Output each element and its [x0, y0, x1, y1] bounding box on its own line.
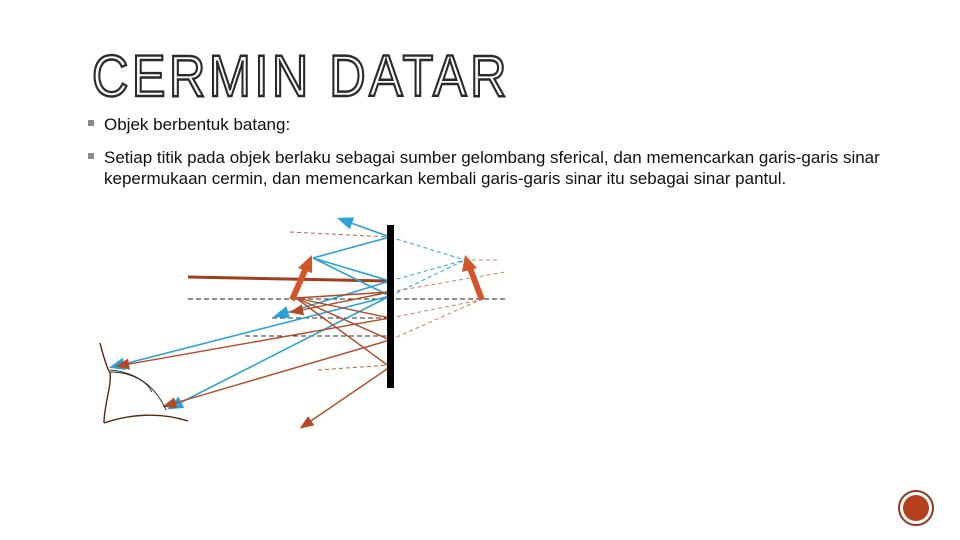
bullet-text-1: Objek berbentuk batang:	[104, 115, 291, 134]
bullet-item	[88, 147, 888, 189]
bullet-square-icon	[88, 153, 94, 159]
blue-rays	[112, 219, 390, 408]
orange-rays	[118, 292, 390, 427]
bullet-square-icon	[88, 120, 94, 126]
bullet-list	[88, 114, 888, 201]
plane-mirror	[387, 225, 394, 388]
bullet-item	[88, 114, 888, 135]
page-title	[88, 46, 518, 116]
image-arrow	[462, 255, 482, 300]
eye-sketch	[100, 343, 188, 423]
slide-number-badge	[897, 489, 935, 527]
mirror-diagram	[0, 200, 960, 540]
title-text: CERMIN DATAR	[92, 44, 510, 109]
object-arrow	[292, 255, 312, 300]
title-svg	[88, 46, 518, 116]
bullet-text-2: Setiap titik pada objek berlaku sebagai sumber gelombang sferical, dan memencarkan garis-garis sinar kepermukaan cermin, dan memencarkan kembali garis-garis sinar itu sebagai sinar pantul.	[104, 148, 880, 188]
